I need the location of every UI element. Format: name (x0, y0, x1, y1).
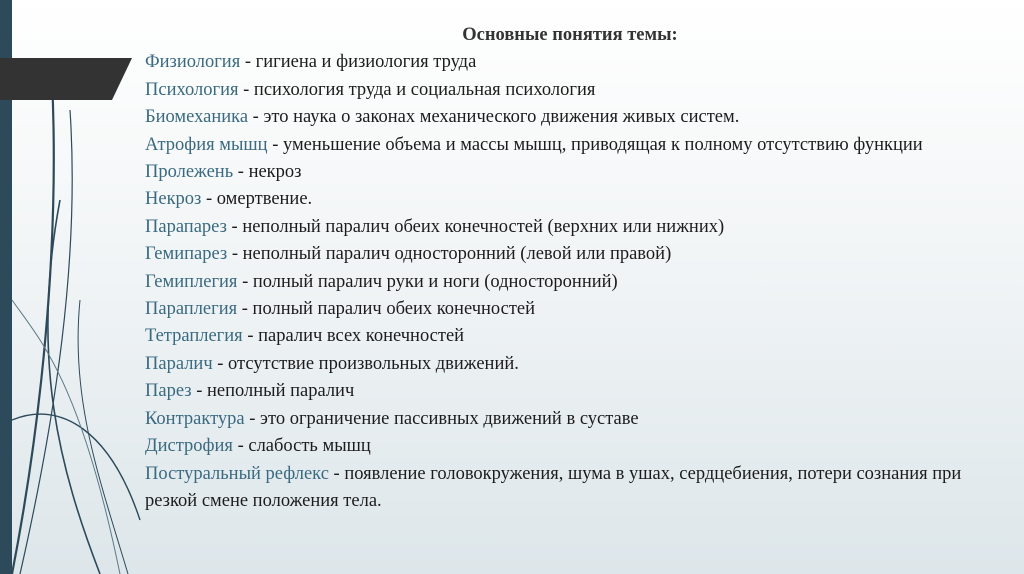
definition-item (145, 186, 1005, 213)
term-label: Тетраплегия (145, 326, 243, 347)
term-definition: - это наука о законах механического движения живых систем. (248, 107, 740, 128)
definition-item (145, 132, 1005, 159)
term-label: Биомеханика (145, 107, 249, 128)
definition-item (145, 49, 1005, 76)
term-definition: - появление головокружения, шума в ушах, сердцебиения, потери сознания при резкой смене положения тела. (145, 463, 962, 511)
term-definition: - неполный паралич обеих конечностей (верхних или нижних) (226, 216, 725, 237)
definition-item (145, 406, 1005, 433)
term-label: Некроз (145, 189, 202, 210)
term-label: Контрактура (145, 408, 245, 429)
definition-item (145, 351, 1005, 378)
title-tab-marker (0, 58, 132, 100)
term-definition: - неполный паралич односторонний (левой или правой) (227, 244, 672, 265)
term-definition: - гигиена и физиология труда (240, 52, 477, 73)
term-label: Гемипарез (145, 244, 228, 265)
term-definition: - полный паралич руки и ноги (односторонний) (237, 271, 618, 292)
definition-item (145, 77, 1005, 104)
term-label: Паралич (145, 353, 213, 374)
definition-item (145, 461, 1005, 516)
term-definition: - омертвение. (201, 189, 313, 210)
term-definition: - неполный паралич (191, 381, 355, 402)
term-label: Психология (145, 79, 239, 100)
term-label: Гемиплегия (145, 271, 238, 292)
slide-heading: Основные понятия темы: (462, 25, 678, 45)
term-label: Физиология (145, 52, 241, 73)
definition-item (145, 159, 1005, 186)
term-definition: - отсутствие произвольных движений. (212, 353, 519, 374)
term-label: Атрофия мышц (145, 134, 268, 155)
definition-item (145, 214, 1005, 241)
definition-item (145, 433, 1005, 460)
definition-item (145, 323, 1005, 350)
term-definition: - уменьшение объема и массы мышц, приводящая к полному отсутствию функции (267, 134, 923, 155)
term-definition: - некроз (233, 162, 302, 183)
term-label: Дистрофия (145, 436, 233, 457)
definition-item (145, 378, 1005, 405)
definition-item (145, 269, 1005, 296)
term-label: Парапарез (145, 216, 227, 237)
definition-list (145, 49, 1005, 515)
definition-item (145, 296, 1005, 323)
term-label: Пролежень (145, 162, 234, 183)
term-definition: - психология труда и социальная психология (238, 79, 596, 100)
term-label: Параплегия (145, 299, 238, 320)
term-definition: - слабость мышц (232, 436, 371, 457)
term-definition: - полный паралич обеих конечностей (237, 299, 536, 320)
term-definition: - паралич всех конечностей (242, 326, 465, 347)
term-label: Постуральный рефлекс (145, 463, 329, 484)
term-definition: - это ограничение пассивных движений в суставе (244, 408, 639, 429)
content-block (145, 22, 1005, 515)
definition-item (145, 241, 1005, 268)
term-label: Парез (145, 381, 192, 402)
definition-item (145, 104, 1005, 131)
